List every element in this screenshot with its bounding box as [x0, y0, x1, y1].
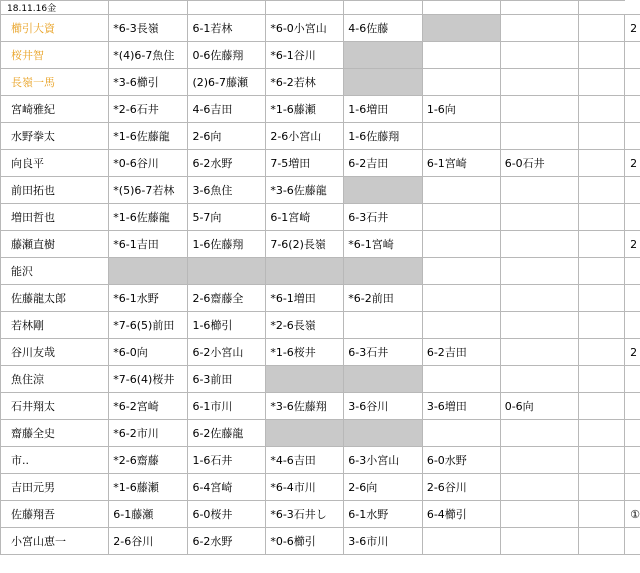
result-cell[interactable]: *1-6桜井	[266, 339, 344, 366]
result-cell[interactable]: *7-6(4)桜井	[109, 366, 188, 393]
result-cell[interactable]: *2-6石井	[109, 96, 188, 123]
win-count-cell[interactable]	[625, 447, 640, 474]
result-cell[interactable]: *6-4市川	[266, 474, 344, 501]
empty-cell[interactable]	[578, 366, 625, 393]
win-count-cell[interactable]	[625, 474, 640, 501]
player-name-cell[interactable]: 若林剛	[1, 312, 109, 339]
result-cell[interactable]: 2-6向	[344, 474, 423, 501]
result-cell[interactable]: *2-6長嶺	[266, 312, 344, 339]
shaded-cell[interactable]	[266, 258, 344, 285]
player-name-cell[interactable]: 向良平	[1, 150, 109, 177]
result-cell[interactable]: 1-6向	[422, 96, 500, 123]
shaded-cell[interactable]	[422, 15, 500, 42]
empty-cell[interactable]	[500, 204, 578, 231]
empty-cell[interactable]	[578, 42, 625, 69]
player-row	[1, 285, 640, 312]
result-cell[interactable]: *(4)6-7魚住	[109, 42, 188, 69]
empty-cell[interactable]	[500, 339, 578, 366]
empty-cell[interactable]	[500, 474, 578, 501]
empty-cell[interactable]	[500, 447, 578, 474]
empty-cell[interactable]	[422, 1, 500, 15]
win-count-cell[interactable]	[625, 393, 640, 420]
empty-cell[interactable]	[344, 312, 423, 339]
result-cell[interactable]: 1-6佐藤翔	[344, 123, 423, 150]
player-row	[1, 177, 640, 204]
result-cell[interactable]: (2)6-7藤瀬	[188, 69, 266, 96]
result-cell[interactable]: 3-6市川	[344, 528, 423, 555]
result-cell[interactable]: *6-0向	[109, 339, 188, 366]
result-cell[interactable]: 6-2小宮山	[188, 339, 266, 366]
player-name-cell[interactable]: 市..	[1, 447, 109, 474]
win-count-cell[interactable]	[625, 42, 640, 69]
player-row	[1, 474, 640, 501]
empty-cell[interactable]	[578, 474, 625, 501]
empty-cell[interactable]	[578, 528, 625, 555]
result-cell[interactable]: *4-6吉田	[266, 447, 344, 474]
player-name-cell[interactable]: 長嶺一馬	[1, 69, 109, 96]
player-name-cell[interactable]: 石井翔太	[1, 393, 109, 420]
empty-cell[interactable]	[266, 1, 344, 15]
empty-cell[interactable]	[422, 177, 500, 204]
result-cell[interactable]: 4-6吉田	[188, 96, 266, 123]
player-row	[1, 69, 640, 96]
result-cell[interactable]: *6-3長嶺	[109, 15, 188, 42]
player-row	[1, 420, 640, 447]
empty-cell[interactable]	[500, 231, 578, 258]
shaded-cell[interactable]	[344, 420, 423, 447]
player-name-cell[interactable]: 谷川友哉	[1, 339, 109, 366]
win-count-cell[interactable]	[625, 258, 640, 285]
empty-cell[interactable]	[578, 69, 625, 96]
result-cell[interactable]: 3-6増田	[422, 393, 500, 420]
win-count-cell[interactable]	[625, 177, 640, 204]
empty-cell[interactable]	[500, 15, 578, 42]
result-cell[interactable]: 1-6増田	[344, 96, 423, 123]
player-name-cell[interactable]: 齋藤全史	[1, 420, 109, 447]
result-cell[interactable]: 6-4櫛引	[422, 501, 500, 528]
result-cell[interactable]: *6-0小宮山	[266, 15, 344, 42]
empty-cell[interactable]	[422, 42, 500, 69]
result-cell[interactable]: *1-6藤瀬	[109, 474, 188, 501]
empty-cell[interactable]	[500, 69, 578, 96]
empty-cell[interactable]	[500, 1, 578, 15]
empty-cell[interactable]	[188, 1, 266, 15]
win-count-cell[interactable]	[625, 528, 640, 555]
win-count-cell[interactable]	[625, 123, 640, 150]
result-cell[interactable]: 1-6石井	[188, 447, 266, 474]
empty-cell[interactable]	[422, 528, 500, 555]
result-cell[interactable]: *1-6佐藤龍	[109, 123, 188, 150]
win-count-cell[interactable]: 2	[625, 150, 640, 177]
empty-cell[interactable]	[500, 285, 578, 312]
win-count-cell[interactable]	[625, 420, 640, 447]
shaded-cell[interactable]	[266, 420, 344, 447]
empty-cell[interactable]	[109, 1, 188, 15]
result-cell[interactable]: *0-6谷川	[109, 150, 188, 177]
empty-cell[interactable]	[500, 42, 578, 69]
win-count-cell[interactable]	[625, 204, 640, 231]
result-cell[interactable]: 1-6櫛引	[188, 312, 266, 339]
shaded-cell[interactable]	[188, 258, 266, 285]
result-cell[interactable]: 7-5増田	[266, 150, 344, 177]
empty-cell[interactable]	[422, 204, 500, 231]
result-cell[interactable]: 6-1宮崎	[266, 204, 344, 231]
result-cell[interactable]: 6-0石井	[500, 150, 578, 177]
shaded-cell[interactable]	[344, 258, 423, 285]
empty-cell[interactable]	[422, 312, 500, 339]
empty-cell[interactable]	[578, 123, 625, 150]
empty-cell[interactable]	[578, 96, 625, 123]
player-name-cell[interactable]: 櫛引大資	[1, 15, 109, 42]
result-cell[interactable]: 6-1若林	[188, 15, 266, 42]
result-cell[interactable]: 0-6向	[500, 393, 578, 420]
result-cell[interactable]: 0-6佐藤翔	[188, 42, 266, 69]
empty-cell[interactable]	[422, 420, 500, 447]
result-cell[interactable]: *3-6櫛引	[109, 69, 188, 96]
result-cell[interactable]: 6-0桜井	[188, 501, 266, 528]
result-cell[interactable]: 1-6佐藤翔	[188, 231, 266, 258]
result-cell[interactable]: 2-6谷川	[109, 528, 188, 555]
result-cell[interactable]: *6-1吉田	[109, 231, 188, 258]
player-name-cell[interactable]: 前田拓也	[1, 177, 109, 204]
player-row	[1, 312, 640, 339]
result-cell[interactable]: 6-4宮崎	[188, 474, 266, 501]
player-name-cell[interactable]: 吉田元男	[1, 474, 109, 501]
result-cell[interactable]: *6-2若林	[266, 69, 344, 96]
result-cell[interactable]: *3-6佐藤翔	[266, 393, 344, 420]
empty-cell[interactable]	[578, 312, 625, 339]
result-cell[interactable]: *1-6藤瀬	[266, 96, 344, 123]
empty-cell[interactable]	[500, 501, 578, 528]
win-count-cell[interactable]	[625, 96, 640, 123]
result-cell[interactable]: 2-6小宮山	[266, 123, 344, 150]
win-count-cell[interactable]: 2	[625, 231, 640, 258]
empty-cell[interactable]	[578, 393, 625, 420]
empty-cell[interactable]	[500, 366, 578, 393]
empty-cell[interactable]	[500, 96, 578, 123]
empty-cell[interactable]	[578, 150, 625, 177]
win-count-cell[interactable]	[625, 312, 640, 339]
result-cell[interactable]: 6-2吉田	[422, 339, 500, 366]
result-cell[interactable]: *6-1増田	[266, 285, 344, 312]
result-cell[interactable]: 7-6(2)長嶺	[266, 231, 344, 258]
shaded-cell[interactable]	[344, 69, 423, 96]
shaded-cell[interactable]	[344, 366, 423, 393]
empty-cell[interactable]	[500, 258, 578, 285]
result-cell[interactable]: 6-3石井	[344, 204, 423, 231]
empty-cell[interactable]	[578, 15, 625, 42]
empty-cell[interactable]	[578, 420, 625, 447]
empty-cell[interactable]	[422, 285, 500, 312]
result-cell[interactable]: 6-2水野	[188, 150, 266, 177]
result-cell[interactable]: *3-6佐藤龍	[266, 177, 344, 204]
result-cell[interactable]: *6-2市川	[109, 420, 188, 447]
player-name-cell[interactable]: 小宮山恵一	[1, 528, 109, 555]
player-row	[1, 447, 640, 474]
shaded-cell[interactable]	[266, 366, 344, 393]
empty-cell[interactable]	[500, 177, 578, 204]
result-cell[interactable]: 4-6佐藤	[344, 15, 423, 42]
player-row	[1, 258, 640, 285]
result-cell[interactable]: 6-1藤瀬	[109, 501, 188, 528]
empty-cell[interactable]	[578, 285, 625, 312]
empty-cell[interactable]	[422, 366, 500, 393]
player-name-cell[interactable]: 宮崎雅紀	[1, 96, 109, 123]
empty-cell[interactable]	[578, 204, 625, 231]
player-name-cell[interactable]: 魚住涼	[1, 366, 109, 393]
result-cell[interactable]: *(5)6-7若林	[109, 177, 188, 204]
player-name-cell[interactable]: 藤瀬直樹	[1, 231, 109, 258]
player-row	[1, 528, 640, 555]
result-cell[interactable]: 6-2吉田	[344, 150, 423, 177]
result-cell[interactable]: 2-6向	[188, 123, 266, 150]
empty-cell[interactable]	[500, 420, 578, 447]
player-row	[1, 231, 640, 258]
empty-cell[interactable]	[578, 501, 625, 528]
result-cell[interactable]: 6-0水野	[422, 447, 500, 474]
empty-cell[interactable]	[578, 339, 625, 366]
result-cell[interactable]: *6-3石井し	[266, 501, 344, 528]
win-count-cell[interactable]: 2	[625, 339, 640, 366]
player-name-cell[interactable]: 増田哲也	[1, 204, 109, 231]
player-name-cell[interactable]: 能沢	[1, 258, 109, 285]
result-cell[interactable]: 6-3前田	[188, 366, 266, 393]
player-name-cell[interactable]: 水野拳太	[1, 123, 109, 150]
result-cell[interactable]: 6-2水野	[188, 528, 266, 555]
result-cell[interactable]: 5-7向	[188, 204, 266, 231]
result-cell[interactable]: *6-1水野	[109, 285, 188, 312]
result-cell[interactable]: *6-1谷川	[266, 42, 344, 69]
win-count-cell[interactable]	[625, 285, 640, 312]
result-cell[interactable]: 3-6魚住	[188, 177, 266, 204]
result-cell[interactable]: 6-1市川	[188, 393, 266, 420]
result-cell[interactable]: 6-1水野	[344, 501, 423, 528]
player-row	[1, 150, 640, 177]
player-name-cell[interactable]: 佐藤翔吾	[1, 501, 109, 528]
player-row	[1, 501, 640, 528]
result-cell[interactable]: *7-6(5)前田	[109, 312, 188, 339]
player-name-cell[interactable]: 桜井智	[1, 42, 109, 69]
shaded-cell[interactable]	[344, 42, 423, 69]
player-row	[1, 393, 640, 420]
date-cell[interactable]: 18.11.16金	[1, 1, 109, 15]
shaded-cell[interactable]	[344, 177, 423, 204]
player-row	[1, 204, 640, 231]
result-cell[interactable]: *6-1宮崎	[344, 231, 423, 258]
empty-cell[interactable]	[500, 123, 578, 150]
empty-cell[interactable]	[422, 258, 500, 285]
empty-cell[interactable]	[578, 177, 625, 204]
result-cell[interactable]: 3-6谷川	[344, 393, 423, 420]
player-row	[1, 96, 640, 123]
empty-cell[interactable]	[578, 447, 625, 474]
empty-cell[interactable]	[578, 258, 625, 285]
player-row	[1, 15, 640, 42]
result-cell[interactable]: 6-3石井	[344, 339, 423, 366]
empty-cell[interactable]	[344, 1, 423, 15]
result-cell[interactable]: 6-2佐藤龍	[188, 420, 266, 447]
empty-cell[interactable]	[500, 312, 578, 339]
empty-cell[interactable]	[422, 123, 500, 150]
player-name-cell[interactable]: 佐藤龍太郎	[1, 285, 109, 312]
result-cell[interactable]: *6-2宮崎	[109, 393, 188, 420]
sheet-body	[1, 1, 640, 555]
player-row	[1, 42, 640, 69]
player-row	[1, 366, 640, 393]
result-cell[interactable]: 6-1宮崎	[422, 150, 500, 177]
result-cell[interactable]: *2-6齋藤	[109, 447, 188, 474]
empty-cell[interactable]	[422, 231, 500, 258]
date-row	[1, 1, 640, 15]
result-cell[interactable]: 2-6齋藤全	[188, 285, 266, 312]
win-count-cell[interactable]: 2	[625, 15, 640, 42]
empty-cell[interactable]	[578, 1, 625, 15]
result-cell[interactable]: 2-6谷川	[422, 474, 500, 501]
shaded-cell[interactable]	[109, 258, 188, 285]
empty-cell[interactable]	[422, 69, 500, 96]
win-count-cell[interactable]: ①	[625, 501, 640, 528]
player-row	[1, 339, 640, 366]
win-count-cell[interactable]	[625, 366, 640, 393]
player-row	[1, 123, 640, 150]
win-count-cell[interactable]	[625, 69, 640, 96]
result-cell[interactable]: *0-6櫛引	[266, 528, 344, 555]
empty-cell[interactable]	[578, 231, 625, 258]
result-cell[interactable]: *6-2前田	[344, 285, 423, 312]
empty-cell[interactable]	[500, 528, 578, 555]
result-cell[interactable]: *1-6佐藤龍	[109, 204, 188, 231]
result-cell[interactable]: 6-3小宮山	[344, 447, 423, 474]
